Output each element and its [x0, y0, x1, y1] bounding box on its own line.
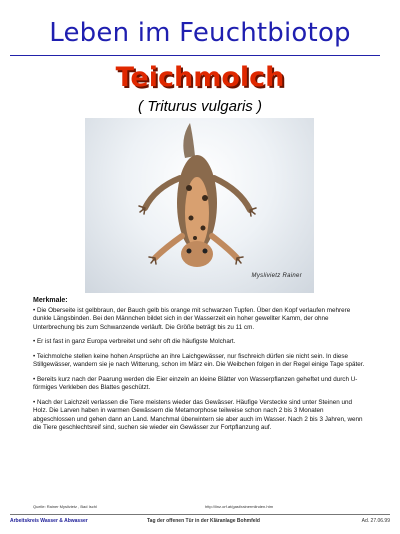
page-title: Leben im Feuchtbiotop [49, 18, 351, 48]
paragraph: • Die Oberseite ist gelbbraun, der Bauch gelb bis orange mit schwarzen Tupfen. Über den Kopf verlaufen mehrere dunkle Längsbinden. Bei den Männchen bildet sich in der Wasserzeit ein hoher gewellter Kamm, der ohne Unterbrechung bis zum Schwanzende verläuft. Die Größe beträgt bis zu 11 cm. [33, 306, 351, 331]
newt-illustration [85, 118, 314, 293]
paragraph: • Nach der Laichzeit verlassen die Tiere meistens wieder das Gewässer. Häufige Verstecke sind unter Steinen und Holz. Die Larven haben in warmen Gewässern die Metamorphose teilweise schon nach 2 bis 3 Monaten abgeschlossen und gehen dann an Land. Manchmal überwintern sie aber auch im Wasser. Nach 2 bis 3 Jahren, wenn die Tiere geschlechtsreif sind, suchen sie wieder ein Gewässer zur Fortpflanzung auf. [33, 398, 363, 431]
paragraph: • Er ist fast in ganz Europa verbreitet und sehr oft die häufigste Molchart. [33, 338, 236, 345]
source-url: http://linz.orf.at/gast/rainermlinden.htm [205, 504, 274, 509]
description [33, 297, 365, 439]
source-label: Quelle: Rainer Myslivietz , Bad Ischl [33, 504, 97, 509]
section-heading: Merkmale: [33, 297, 68, 304]
footer-event: Tag der offenen Tür in der Kläranlage Bohmfeld [147, 518, 260, 524]
paragraph: • Bereits kurz nach der Paarung werden die Eier einzeln an kleine Blätter von Wasserpflanzen geheftet und durch U-förmiges Verkleben des Blattes geschützt. [33, 375, 358, 391]
newt-photo [85, 118, 314, 293]
footer-organization: Arbeitskreis Wasser & Abwasser [10, 518, 88, 524]
photo-credit: Myslivietz Rainer [251, 273, 302, 279]
species-name: Teichmolch [115, 62, 285, 93]
paragraph: • Teichmolche stellen keine hohen Ansprüche an ihre Laichgewässer, nur fischreich dürfen sie nicht sein. In diese Stillgewässer, wandern sie je nach Witterung, schon im März ein. Die Weibchen folgen in der Regel einige Tage später. [33, 352, 365, 368]
latin-name: ( Triturus vulgaris ) [138, 98, 262, 115]
footer [10, 518, 390, 528]
footer-divider [10, 514, 390, 515]
footer-date: Ad. 27.06.99 [361, 518, 390, 524]
title-underline [10, 55, 380, 56]
